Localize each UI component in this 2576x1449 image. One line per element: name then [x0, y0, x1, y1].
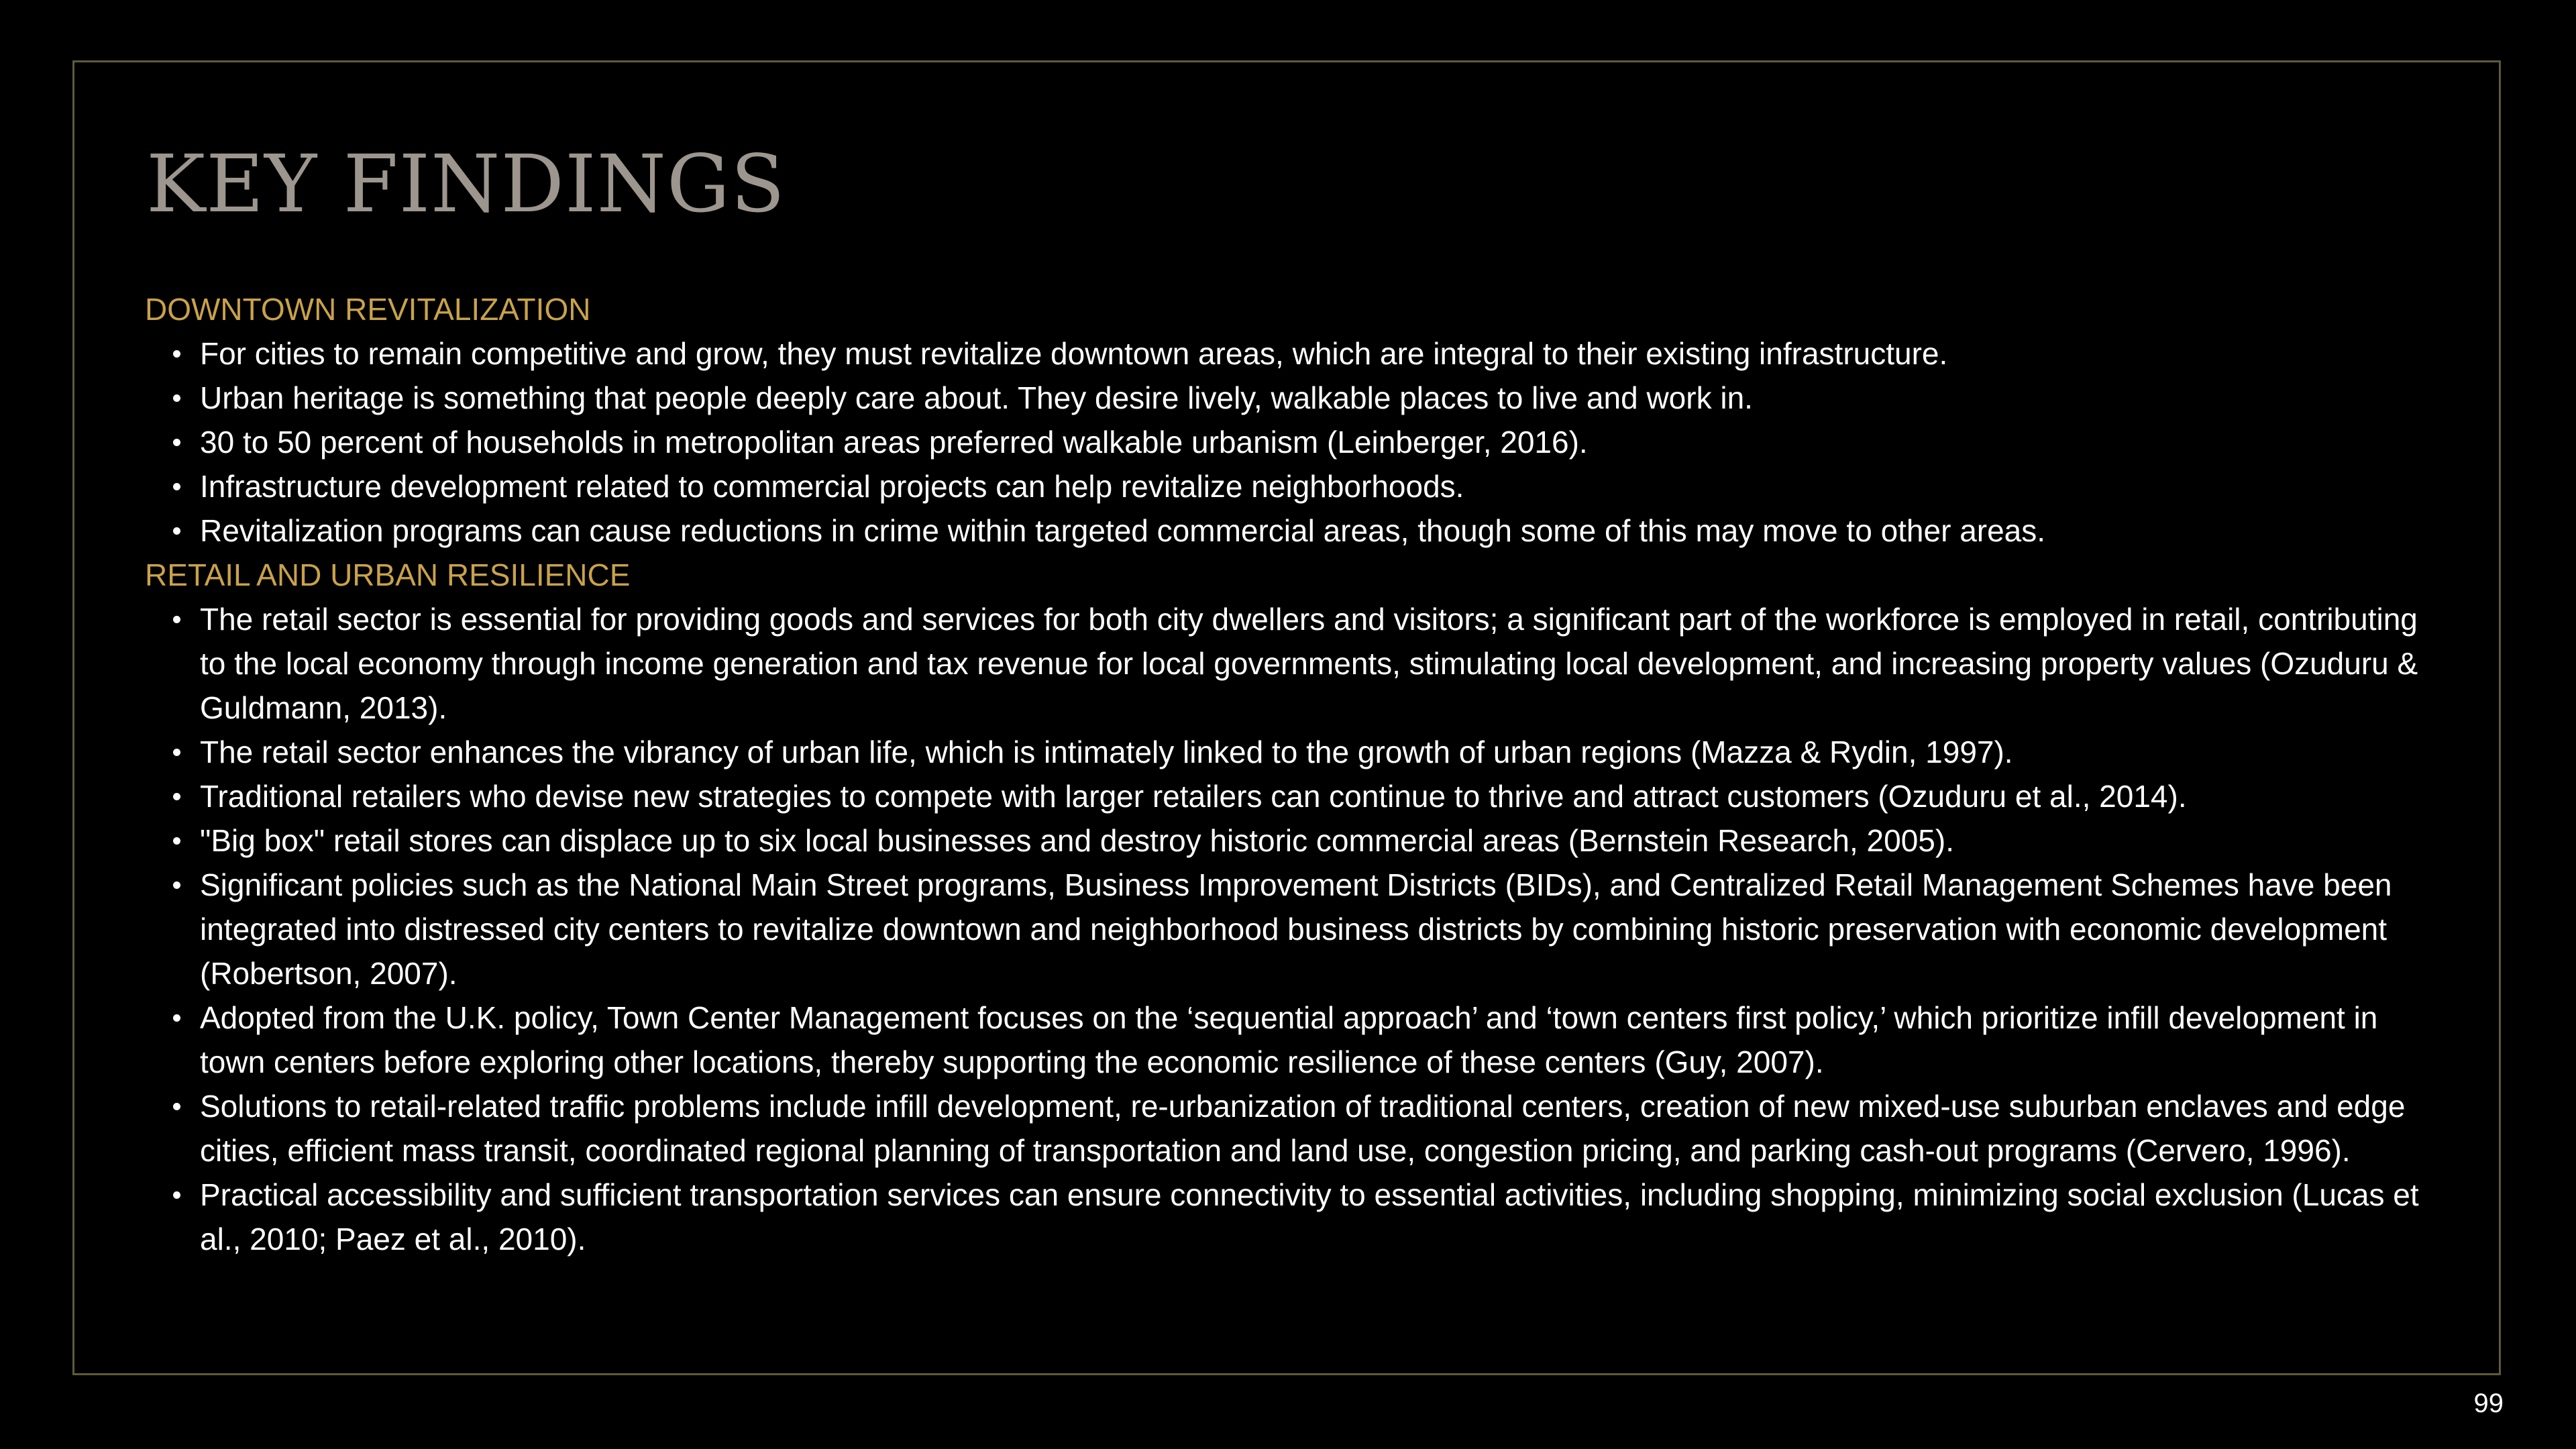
- bullet-text: The retail sector enhances the vibrancy of urban life, which is intimately linked to the growth of urban regions (Mazza & Rydin, 1997).: [200, 735, 2013, 769]
- slide-title: KEY FINDINGS: [146, 138, 786, 230]
- bullet-text: Solutions to retail-related traffic problems include infill development, re-urbanization of traditional centers, creation of new mixed-use suburban enclaves and edge cities, efficient mass transit, coordinated regional planning of transportation and land use, congestion pricing, and parking cash-out programs (Cervero, 1996).: [200, 1089, 2406, 1168]
- section-heading: DOWNTOWN REVITALIZATION: [145, 292, 591, 327]
- bullet-text: Infrastructure development related to commercial projects can help revitalize neighborhoods.: [200, 469, 1464, 504]
- bullet-text: Significant policies such as the National Main Street programs, Business Improvement Districts (BIDs), and Centralized Retail Management Schemes have been integrated into distressed city centers to revitalize downtown and neighborhood business districts by combining historic preservation with economic development (Robertson, 2007).: [200, 867, 2392, 991]
- list-item: [145, 464, 2439, 508]
- section-downtown-revitalization: [145, 287, 2439, 553]
- page-number: 99: [2473, 1389, 2504, 1418]
- bullet-icon: [173, 439, 180, 446]
- bullet-text: Traditional retailers who devise new strategies to compete with larger retailers can continue to thrive and attract customers (Ozuduru et al., 2014).: [200, 779, 2187, 814]
- bullet-icon: [173, 1191, 180, 1199]
- bullet-icon: [173, 1014, 180, 1022]
- section-retail-urban-resilience: [145, 553, 2439, 1261]
- list-item: [145, 420, 2439, 464]
- bullet-icon: [173, 616, 180, 623]
- list-item: [145, 1173, 2439, 1261]
- list-item: [145, 376, 2439, 420]
- bullet-icon: [173, 881, 180, 889]
- bullet-text: "Big box" retail stores can displace up to six local businesses and destroy historic commercial areas (Bernstein Research, 2005).: [200, 823, 1954, 858]
- bullet-icon: [173, 527, 180, 535]
- list-item: [145, 996, 2439, 1084]
- bullet-icon: [173, 483, 180, 490]
- list-item: [145, 863, 2439, 996]
- bullet-text: Adopted from the U.K. policy, Town Center Management focuses on the ‘sequential approach’ and ‘town centers first policy,’ which prioritize infill development in town centers before exploring other locations, thereby supporting the economic resilience of these centers (Guy, 2007).: [200, 1000, 2378, 1079]
- list-item: [145, 818, 2439, 863]
- bullet-text: Revitalization programs can cause reductions in crime within targeted commercial areas, though some of this may move to other areas.: [200, 513, 2046, 548]
- bullet-text: Practical accessibility and sufficient transportation services can ensure connectivity to essential activities, including shopping, minimizing social exclusion (Lucas et al., 2010; Paez et al., 2010).: [200, 1177, 2419, 1256]
- list-item: [145, 774, 2439, 818]
- bullet-icon: [173, 749, 180, 756]
- section-heading: RETAIL AND URBAN RESILIENCE: [145, 557, 631, 592]
- list-item: [145, 508, 2439, 553]
- slide-content: [145, 287, 2439, 1261]
- bullet-text: The retail sector is essential for providing goods and services for both city dwellers and visitors; a significant part of the workforce is employed in retail, contributing to the local economy through income generation and tax revenue for local governments, stimulating local development, and increasing property values (Ozuduru & Guldmann, 2013).: [200, 602, 2418, 725]
- bullet-text: Urban heritage is something that people deeply care about. They desire lively, walkable places to live and work in.: [200, 380, 1753, 415]
- list-item: [145, 1084, 2439, 1173]
- bullet-icon: [173, 837, 180, 845]
- list-item: [145, 730, 2439, 774]
- bullet-text: For cities to remain competitive and grow, they must revitalize downtown areas, which are integral to their existing infrastructure.: [200, 336, 1948, 371]
- bullet-icon: [173, 394, 180, 402]
- bullet-icon: [173, 793, 180, 800]
- bullet-icon: [173, 1103, 180, 1110]
- bullet-list: [145, 597, 2439, 1261]
- bullet-list: [145, 331, 2439, 553]
- bullet-icon: [173, 350, 180, 358]
- bullet-text: 30 to 50 percent of households in metropolitan areas preferred walkable urbanism (Leinberger, 2016).: [200, 425, 1588, 460]
- list-item: [145, 597, 2439, 730]
- list-item: [145, 331, 2439, 376]
